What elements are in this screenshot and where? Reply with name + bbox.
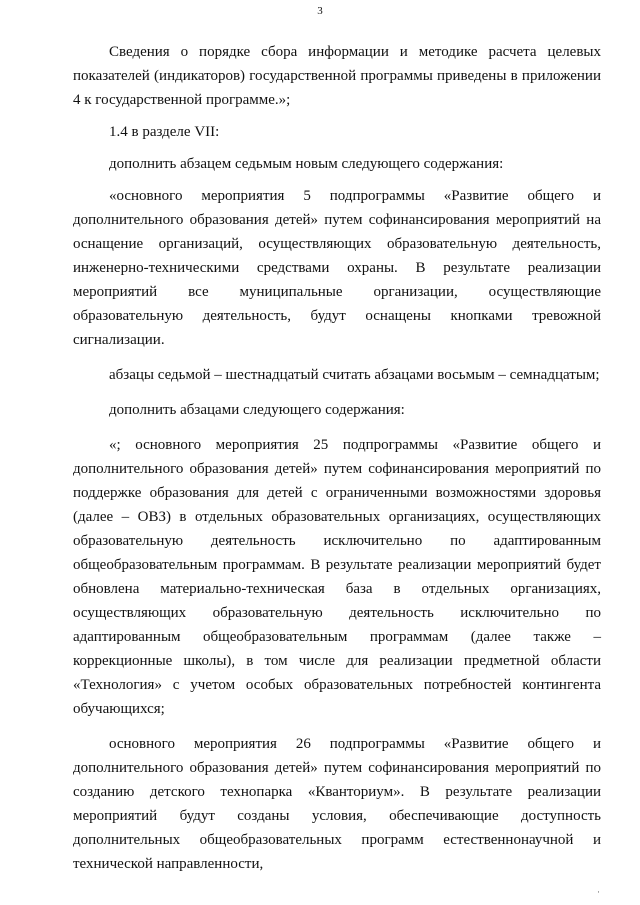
paragraph-add-seventh: дополнить абзацем седьмым новым следующего содержания: <box>109 156 504 172</box>
paragraph-measure-5: «основного мероприятия 5 подпрограммы «Развитие общего и дополнительного образования детей» путем софинансирования мероприятий на оснащение организаций, осуществляющих образовательную деятельность, инженерно-техническими средствами охраны. В результате реализации мероприятий все муниципальные организации, осуществляющие образовательную деятельность, будут оснащены кнопками тревожной сигнализации. <box>73 188 601 348</box>
paragraph-measure-25: «; основного мероприятия 25 подпрограммы «Развитие общего и дополнительного образования детей» путем софинансирования мероприятий по поддержке образования для детей с ограниченными возможностями здоровья (далее – ОВЗ) в отдельных образовательных организациях, осуществляющих образовательную деятельность исключительно по адаптированным общеобразовательным программам. В результате реализации мероприятий будет обновлена материально-техническая база в отдельных организациях, осуществляющих образовательную деятельность исключительно по адаптированным общеобразовательным программам (далее также – коррекционные школы), в том числе для реализации предметной области «Технология» с учетом особых образовательных потребностей контингента обучающихся; <box>73 437 601 717</box>
paragraph-measure-26: основного мероприятия 26 подпрограммы «Развитие общего и дополнительного образования детей» путем софинансирования мероприятий по созданию детского технопарка «Кванториум». В результате реализации мероприятий будут созданы условия, обеспечивающие доступность дополнительных общеобразовательных программ естественнонаучной и технической направленности, <box>73 736 601 872</box>
document-body <box>73 40 601 876</box>
corner-mark: · <box>597 887 600 897</box>
page-number: 3 <box>317 5 323 17</box>
paragraph-renumber: абзацы седьмой – шестнадцатый считать абзацами восьмым – семнадцатым; <box>109 367 600 383</box>
paragraph-section-vii: 1.4 в разделе VII: <box>109 124 220 140</box>
paragraph-add-following: дополнить абзацами следующего содержания: <box>109 402 405 418</box>
paragraph-indicators-info: Сведения о порядке сбора информации и методике расчета целевых показателей (индикаторов) государственной программы приведены в приложении 4 к государственной программе.»; <box>73 44 601 108</box>
